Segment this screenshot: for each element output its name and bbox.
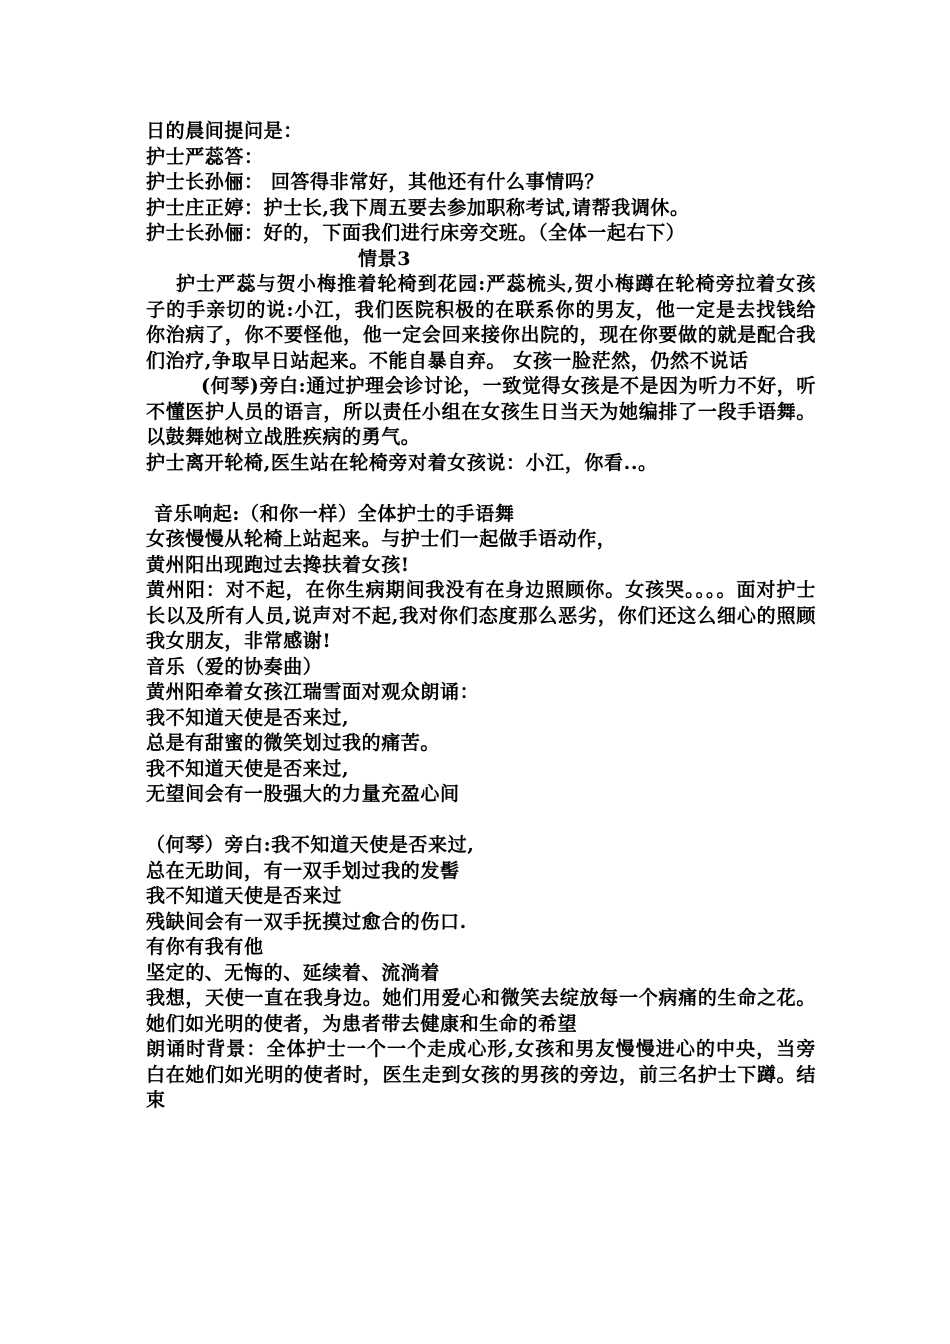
- poem-line: 总在无助间，有一双手划过我的发髻: [146, 859, 460, 882]
- poem-line: 我不知道天使是否来过,: [146, 757, 350, 780]
- paragraph: 黄州阳：对不起，在你生病期间我没有在身边照顾你。女孩哭。。。。面对护士长以及所有人员,说声对不起,我对你们态度那么恶劣，你们还这么细心的照顾我女朋友，非常感谢!: [146, 579, 816, 652]
- paragraph: 我想，天使一直在我身边。她们用爱心和微笑去绽放每一个病痛的生命之花。她们如光明的使者，为患者带去健康和生命的希望: [146, 987, 816, 1035]
- text-line: 护士长孙俪： 回答得非常好，其他还有什么事情吗？: [146, 171, 605, 193]
- text-line: 日的晨间提问是：: [146, 120, 303, 142]
- paragraph: (何琴)旁白:通过护理会诊讨论，一致觉得女孩是不是因为听力不好，听不懂医护人员的语言，所以责任小组在女孩生日当天为她编排了一段手语舞。以鼓舞她树立战胜疾病的勇气。: [146, 375, 816, 448]
- text-line: 音乐（爱的协奏曲）: [146, 655, 323, 678]
- paragraph: 朗诵时背景：全体护士一个一个走成心形,女孩和男友慢慢进心的中央，当旁白在她们如光明的使者时，医生走到女孩的男孩的旁边，前三名护士下蹲。结束: [146, 1038, 816, 1111]
- poem-line: （何琴）旁白:我不知道天使是否来过,: [146, 834, 475, 856]
- text-line: 护士庄正婷：护士长,我下周五要去参加职称考试,请帮我调休。: [146, 196, 690, 219]
- text-line: 护士离开轮椅,医生站在轮椅旁对着女孩说：小江，你看..。: [146, 451, 658, 474]
- poem-line: 残缺间会有一双手抚摸过愈合的伤口.: [146, 910, 467, 933]
- poem-line: 我不知道天使是否来过,: [146, 706, 350, 729]
- blank-line: [146, 476, 816, 502]
- poem-line: 有你有我有他: [146, 936, 264, 958]
- paragraph: 护士严蕊与贺小梅推着轮椅到花园:严蕊梳头,贺小梅蹲在轮椅旁拉着女孩子的手亲切的说:小江，我们医院积极的在联系你的男友，他一定是去找钱给你治病了，你不要怪他，他一定会回来接你出院的，现在你要做的就是配合我们治疗,争取早日站起来。不能自暴自弃。 女孩一脸茫然，仍然不说话: [146, 273, 816, 372]
- blank-line: [146, 808, 816, 834]
- text-line: 黄州阳牵着女孩江瑞雪面对观众朗诵：: [146, 681, 480, 703]
- poem-line: 总是有甜蜜的微笑划过我的痛苦。: [146, 732, 441, 754]
- text-line: 女孩慢慢从轮椅上站起来。与护士们一起做手语动作，: [146, 528, 617, 550]
- poem-line: 无望间会有一股强大的力量充盈心间: [146, 783, 460, 805]
- document-body: [146, 119, 816, 1114]
- poem-line: 坚定的、无悔的、延续着、流淌着: [146, 961, 441, 984]
- text-line: 护士长孙俪：好的，下面我们进行床旁交班。（全体一起右下）: [146, 222, 686, 244]
- text-line: 护士严蕊答：: [146, 145, 264, 168]
- text-line: 音乐响起:（和你一样）全体护士的手语舞: [154, 502, 515, 525]
- text-line: 黄州阳出现跑过去搀扶着女孩!: [146, 553, 410, 576]
- scene-heading: 情景3: [358, 247, 412, 270]
- poem-line: 我不知道天使是否来过: [146, 885, 343, 907]
